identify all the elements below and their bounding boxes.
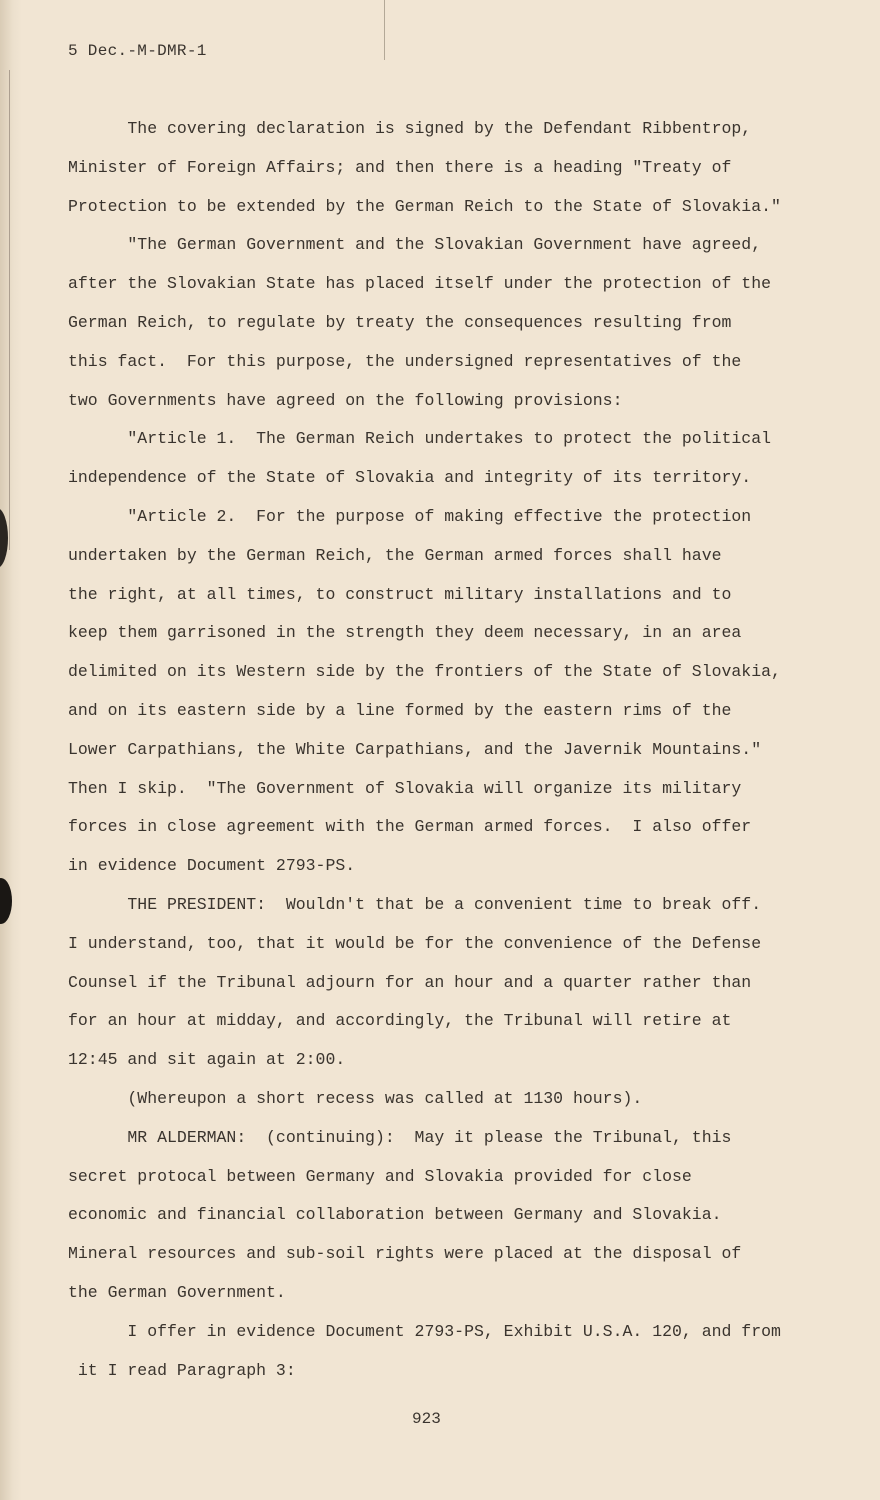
- text-line: in evidence Document 2793-PS.: [68, 856, 356, 876]
- document-header: 5 Dec.-M-DMR-1: [68, 42, 207, 60]
- text-line: MR ALDERMAN: (continuing): May it please the Tribunal, this: [68, 1127, 732, 1147]
- text-line: "Article 2. For the purpose of making effective the protection: [68, 506, 752, 526]
- text-line: forces in close agreement with the German armed forces. I also offer: [68, 817, 752, 837]
- text-line: and on its eastern side by a line formed by the eastern rims of the: [68, 700, 732, 720]
- text-line: keep them garrisoned in the strength they deem necessary, in an area: [68, 623, 742, 643]
- binding-crease: [9, 70, 10, 550]
- text-line: delimited on its Western side by the frontiers of the State of Slovakia,: [68, 662, 781, 682]
- text-line: the right, at all times, to construct military installations and to: [68, 584, 732, 604]
- text-line: independence of the State of Slovakia and integrity of its territory.: [68, 468, 752, 488]
- text-line: Then I skip. "The Government of Slovakia will organize its military: [68, 778, 742, 798]
- text-line: this fact. For this purpose, the undersigned representatives of the: [68, 351, 742, 371]
- text-line: undertaken by the German Reich, the German armed forces shall have: [68, 545, 722, 565]
- text-line: economic and financial collaboration between Germany and Slovakia.: [68, 1205, 722, 1225]
- text-line: Lower Carpathians, the White Carpathians, and the Javernik Mountains.": [68, 739, 762, 759]
- text-line: German Reich, to regulate by treaty the consequences resulting from: [68, 312, 732, 332]
- text-line: Protection to be extended by the German Reich to the State of Slovakia.": [68, 196, 781, 216]
- text-line: The covering declaration is signed by the Defendant Ribbentrop,: [68, 119, 752, 138]
- text-line: secret protocal between Germany and Slovakia provided for close: [68, 1166, 692, 1186]
- text-line: after the Slovakian State has placed itself under the protection of the: [68, 274, 772, 294]
- text-line: "The German Government and the Slovakian Government have agreed,: [68, 235, 762, 255]
- text-line: the German Government.: [68, 1282, 286, 1302]
- page-number: 923: [412, 1410, 441, 1428]
- text-line: Minister of Foreign Affairs; and then there is a heading "Treaty of: [68, 157, 732, 177]
- fold-mark: [384, 0, 385, 60]
- page-left-edge: [0, 0, 22, 1500]
- text-line: THE PRESIDENT: Wouldn't that be a convenient time to break off.: [68, 894, 762, 914]
- text-line: I offer in evidence Document 2793-PS, Exhibit U.S.A. 120, and from: [68, 1321, 781, 1341]
- text-line: Mineral resources and sub-soil rights were placed at the disposal of: [68, 1244, 742, 1264]
- text-line: it I read Paragraph 3:: [68, 1360, 296, 1380]
- text-line: 12:45 and sit again at 2:00.: [68, 1050, 346, 1070]
- text-line: two Governments have agreed on the following provisions:: [68, 390, 623, 410]
- text-line: for an hour at midday, and accordingly, the Tribunal will retire at: [68, 1011, 732, 1031]
- transcript-body: [68, 116, 788, 1396]
- text-line: Counsel if the Tribunal adjourn for an hour and a quarter rather than: [68, 972, 752, 992]
- text-line: "Article 1. The German Reich undertakes to protect the political: [68, 429, 772, 449]
- text-line: (Whereupon a short recess was called at 1130 hours).: [68, 1088, 643, 1108]
- text-line: I understand, too, that it would be for the convenience of the Defense: [68, 933, 762, 953]
